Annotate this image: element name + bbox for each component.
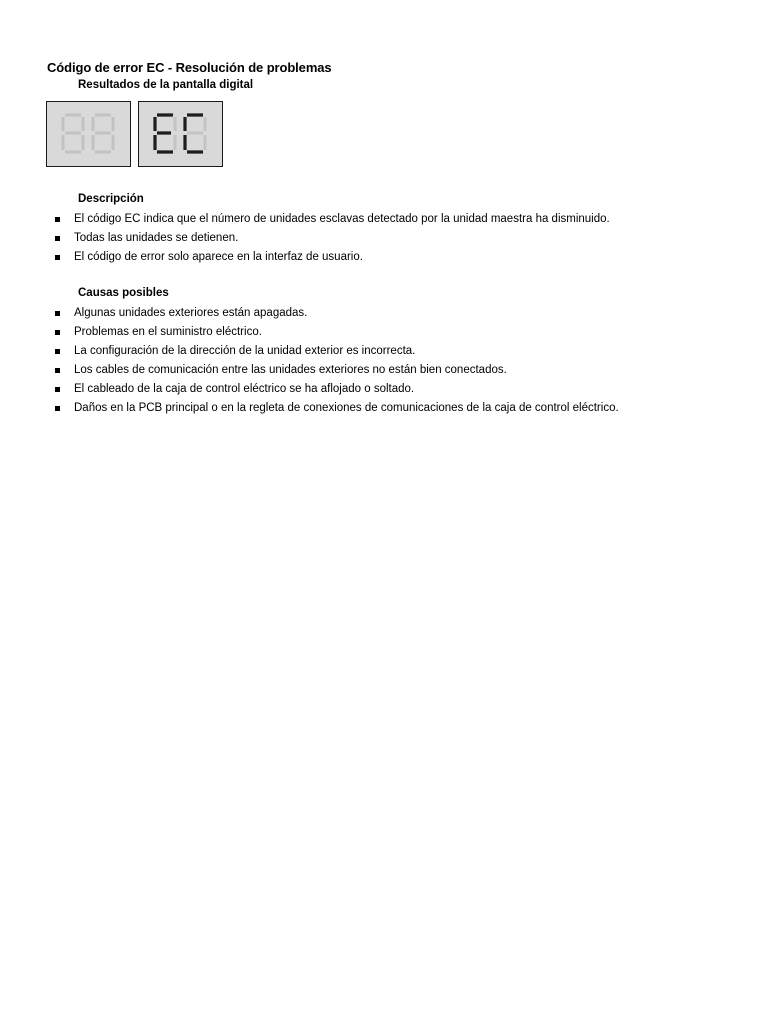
seven-segment-inactive-icon	[47, 102, 130, 166]
bullet-square-icon	[55, 387, 60, 392]
bullet-square-icon	[55, 368, 60, 373]
bullet-square-icon	[55, 255, 60, 260]
list-item: El código de error solo aparece en la interfaz de usuario.	[53, 248, 610, 267]
description-list	[53, 210, 610, 267]
list-item: La configuración de la dirección de la unidad exterior es incorrecta.	[53, 342, 619, 361]
bullet-square-icon	[55, 311, 60, 316]
digital-display-ec	[138, 101, 223, 167]
list-item: El cableado de la caja de control eléctrico se ha aflojado o soltado.	[53, 380, 619, 399]
list-item: Todas las unidades se detienen.	[53, 229, 610, 248]
page-title: Código de error EC - Resolución de problemas	[47, 60, 332, 75]
list-item: Algunas unidades exteriores están apagadas.	[53, 304, 619, 323]
list-item: Los cables de comunicación entre las unidades exteriores no están bien conectados.	[53, 361, 619, 380]
list-item: Daños en la PCB principal o en la regleta de conexiones de comunicaciones de la caja de control eléctrico.	[53, 399, 619, 418]
bullet-square-icon	[55, 236, 60, 241]
display-heading: Resultados de la pantalla digital	[78, 79, 254, 91]
bullet-square-icon	[55, 406, 60, 411]
seven-segment-ec-icon	[139, 102, 222, 166]
causes-heading: Causas posibles	[78, 287, 169, 299]
description-heading: Descripción	[78, 193, 144, 205]
bullet-square-icon	[55, 217, 60, 222]
bullet-square-icon	[55, 349, 60, 354]
bullet-square-icon	[55, 330, 60, 335]
list-item: Problemas en el suministro eléctrico.	[53, 323, 619, 342]
digital-display-inactive	[46, 101, 131, 167]
list-item: El código EC indica que el número de unidades esclavas detectado por la unidad maestra ha disminuido.	[53, 210, 610, 229]
causes-list	[53, 304, 619, 418]
